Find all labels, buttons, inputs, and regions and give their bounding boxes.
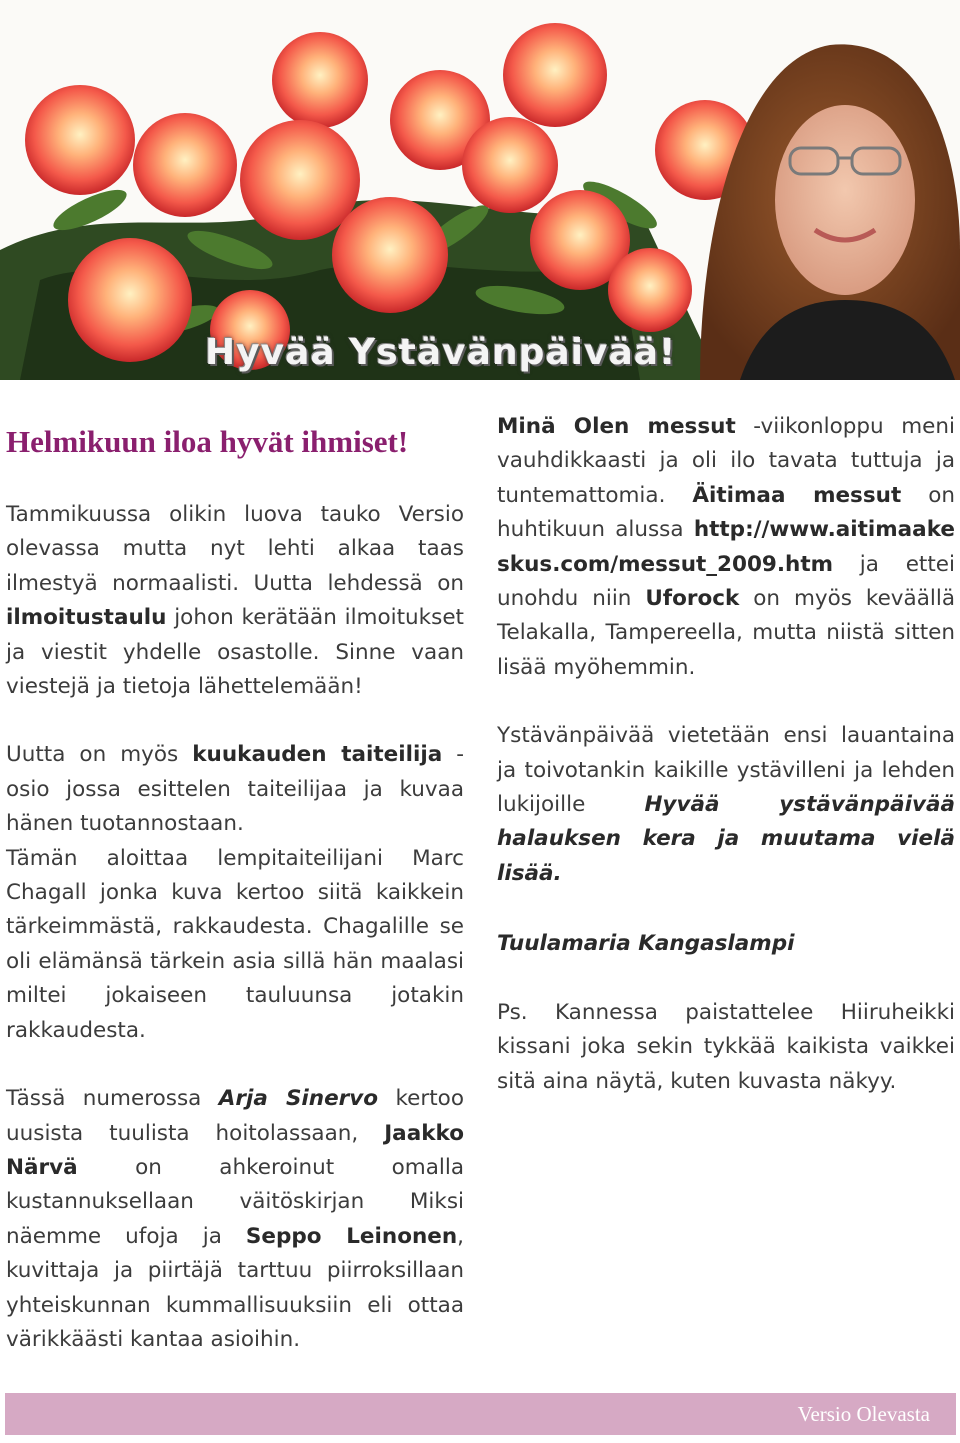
contents-paragraph: Tässä numerossa Arja Sinervo kertoo uusista tuulista hoitolassaan, Jaakko Närvä on ahkeroinut omalla kustannuksellaan väitöskirjan Miksi näemme ufoja ja Seppo Leinonen, kuvittaja ja piirtäjä tarttuu piirroksillaan yhteiskunnan kummallisuuksiin eli ottaa värikkäästi kantaa asioihin. xyxy=(6,1086,464,1352)
ps-paragraph: Ps. Kannessa paistattelee Hiiruheikki kissani joka sekin tykkää kaikista vaikkei sitä aina näytä, kuten kuvasta näkyy. xyxy=(497,999,955,1094)
chagall-paragraph: Tämän aloittaa lempitaiteilijani Marc Chagall jonka kuva kertoo siitä kaikkein tärkeimmästä, rakkaudesta. Chagalille se oli elämänsä tärkein asia sillä hän maalasi miltei jokaiseen tauluunsa jotakin rakkaudesta. xyxy=(6,845,464,1043)
roses-image xyxy=(0,0,960,380)
valentine-paragraph: Ystävänpäivää vietetään ensi lauantaina ja toivotankin kaikille ystävilleni ja lehden lukijoille Hyvää ystävänpäivää halauksen kera ja muutama vielä lisää. xyxy=(497,723,955,886)
footer-title: Versio Olevasta xyxy=(797,1402,930,1426)
intro-paragraph: Tammikuussa olikin luova tauko Versio olevassa mutta nyt lehti alkaa taas ilmestyä normaalisti. Uutta lehdessä on ilmoitustaulu johon kerätään ilmoitukset ja viestit yhdelle osastolle. Sinne vaan viestejä ja tietoja lähettelemään! xyxy=(6,502,464,700)
right-column xyxy=(497,408,955,1099)
footer-bar xyxy=(5,1393,956,1435)
header-banner xyxy=(0,0,960,380)
banner-title: Hyvää Ystävänpäivää! xyxy=(205,332,677,373)
signature: Tuulamaria Kangaslampi xyxy=(497,931,795,957)
page-heading: Helmikuun iloa hyvät ihmiset! xyxy=(6,424,409,459)
fairs-paragraph: Minä Olen messut -viikonloppu meni vauhdikkaasti ja oli ilo tavata tuttuja ja tuntemattomia. Äitimaa messut on huhtikuun alussa http://www.aitimaakeskus.com/messut_2009.htm ja ettei unohdu niin Uforock on myös keväällä Telakalla, Tampereella, mutta niistä sitten lisää myöhemmin. xyxy=(497,414,955,680)
artist-paragraph: Uutta on myös kuukauden taiteilija -osio jossa esittelen taiteilijaa ja kuvaa hänen tuotannostaan. xyxy=(6,742,464,837)
left-column xyxy=(6,408,464,1357)
portrait-image xyxy=(700,44,960,380)
fair-link[interactable]: http://www.aitimaakeskus.com/messut_2009.htm xyxy=(497,517,955,577)
